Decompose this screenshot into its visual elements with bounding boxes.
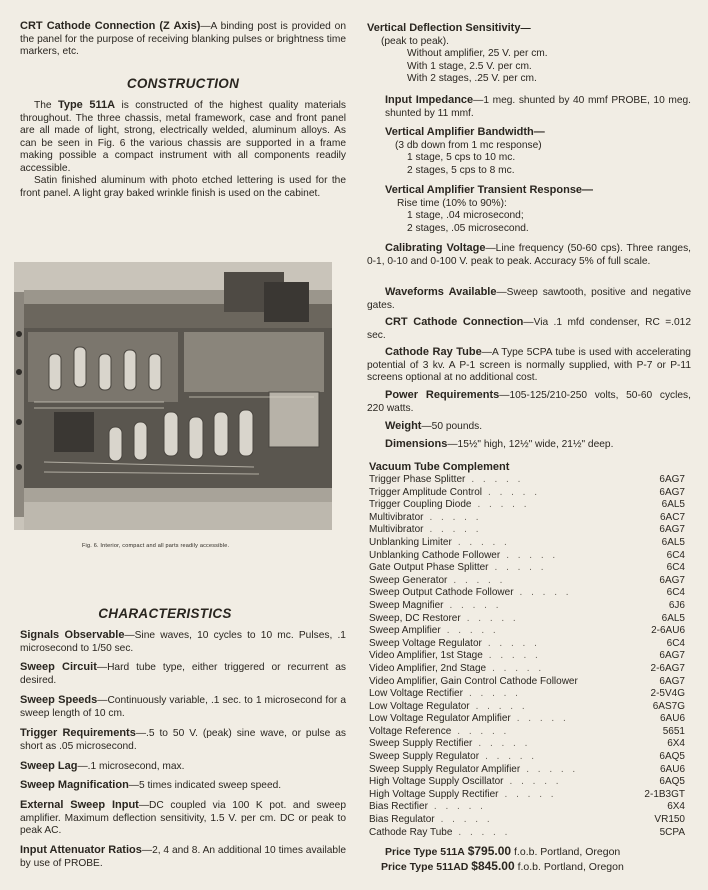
leader-dots: . . . . . xyxy=(471,474,524,485)
spec-weight: Weight—50 pounds. xyxy=(385,420,483,432)
tube-row xyxy=(369,738,685,751)
tube-function: Unblanking Limiter xyxy=(369,536,452,548)
leader-dots: . . . . . xyxy=(488,650,541,662)
tube-type: 6C4 xyxy=(666,637,685,649)
tube-type: 6AL5 xyxy=(661,612,685,624)
leader-dots: . . . . . xyxy=(526,763,579,775)
tube-function: Sweep Amplifier xyxy=(369,625,441,637)
tube-type: 6X4 xyxy=(667,738,685,750)
tube-function: Bias Rectifier xyxy=(369,801,428,813)
leader-dots: . . . . . xyxy=(509,776,562,788)
tube-function: Trigger Phase Splitter xyxy=(369,474,466,485)
tube-row xyxy=(369,726,685,739)
leader-dots: . . . . . xyxy=(453,574,506,586)
leader-dots: . . . . . xyxy=(477,499,530,511)
tube-function: Sweep Supply Regulator Amplifier xyxy=(369,763,521,775)
tube-function: Cathode Ray Tube xyxy=(369,826,453,838)
spec-input-impedance: Input Impedance—1 meg. shunted by 40 mmf PROBE, 10 meg. shunted by 11 mmf. xyxy=(385,94,691,119)
leader-dots: . . . . . xyxy=(485,751,538,763)
tube-row xyxy=(369,713,685,726)
tube-row xyxy=(369,688,685,701)
spec-transient-response: Vertical Amplifier Transient Response— Rise time (10% to 90%): 1 stage, .04 microsecond; 2 stages, .05 microsecond. xyxy=(385,184,594,234)
tube-type: 6AL5 xyxy=(661,536,685,548)
spec-crt-cathode-connection: CRT Cathode Connection—Via .1 mfd condenser, RC =.012 sec. xyxy=(367,316,691,341)
spec-cathode-ray-tube: Cathode Ray Tube—A Type 5CPA tube is used with accelerating potential of 3 kv. A P-1 screen is normally supplied, with P-7 or P-11 screens optional at no additional cost. xyxy=(367,346,691,384)
tube-function: High Voltage Supply Oscillator xyxy=(369,776,504,788)
tube-row xyxy=(369,801,685,814)
figure-caption: Fig. 6. Interior, compact and all parts readily accessible. xyxy=(82,543,230,549)
tube-row xyxy=(369,600,685,613)
tube-type: 6AG7 xyxy=(659,574,685,586)
spec-sweep-circuit: Sweep Circuit—Hard tube type, either triggered or recurrent as desired. xyxy=(20,661,346,686)
crt-z-axis-title: CRT Cathode Connection (Z Axis) xyxy=(20,20,201,32)
tube-row xyxy=(369,474,685,487)
tube-row xyxy=(369,587,685,600)
tube-type: 6C4 xyxy=(666,562,685,574)
spec-power-requirements: Power Requirements—105-125/210-250 volts, 50-60 cycles, 220 watts. xyxy=(367,389,691,414)
tube-function: Sweep Voltage Regulator xyxy=(369,637,482,649)
tube-function: Sweep Output Cathode Follower xyxy=(369,587,514,599)
tube-complement-table xyxy=(369,474,685,839)
leader-dots: . . . . . xyxy=(429,524,482,536)
leader-dots: . . . . . xyxy=(506,549,559,561)
leader-dots: . . . . . xyxy=(478,738,531,750)
leader-dots: . . . . . xyxy=(494,562,547,574)
tube-function: Sweep Supply Regulator xyxy=(369,751,480,763)
tube-type: 6AQ5 xyxy=(659,776,685,788)
tube-row xyxy=(369,827,685,840)
leader-dots: . . . . . xyxy=(446,625,499,637)
tube-type: 6J6 xyxy=(668,599,685,611)
price-511a: Price Type 511A $795.00 f.o.b. Portland, Oregon xyxy=(385,844,621,858)
tube-type: 2-6AG7 xyxy=(650,662,685,674)
crt-z-axis-paragraph xyxy=(20,20,346,59)
spec-input-attenuator: Input Attenuator Ratios—2, 4 and 8. An additional 10 times available by use of PROBE. xyxy=(20,844,346,869)
tube-row xyxy=(369,487,685,500)
tube-row xyxy=(369,537,685,550)
interior-photo xyxy=(14,262,332,530)
tube-row xyxy=(369,701,685,714)
leader-dots: . . . . . xyxy=(429,511,482,523)
spec-signals-observable: Signals Observable—Sine waves, 10 cycles to 10 mc. Pulses, .1 microsecond to 1/50 sec. xyxy=(20,629,346,654)
leader-dots: . . . . . xyxy=(488,486,541,498)
tube-function: Sweep, DC Restorer xyxy=(369,612,461,624)
tube-type: 6AL5 xyxy=(661,499,685,511)
tube-type: 6C4 xyxy=(666,549,685,561)
leader-dots: . . . . . xyxy=(475,700,528,712)
tube-row xyxy=(369,676,685,689)
price-block xyxy=(367,844,691,874)
tube-row xyxy=(369,776,685,789)
tube-row xyxy=(369,512,685,525)
tube-type: 6X4 xyxy=(667,801,685,813)
leader-dots: . . . . . xyxy=(519,587,572,599)
tube-type: 6AQ5 xyxy=(659,751,685,763)
construction-heading: CONSTRUCTION xyxy=(126,76,240,91)
tube-function: Bias Regulator xyxy=(369,814,435,826)
tube-row xyxy=(369,575,685,588)
tube-type: 2-6AU6 xyxy=(651,625,685,637)
tube-row xyxy=(369,613,685,626)
leader-dots: . . . . . xyxy=(440,814,493,826)
tube-type: 5651 xyxy=(662,725,685,737)
tube-type: 6C4 xyxy=(666,587,685,599)
tube-row xyxy=(369,814,685,827)
tube-type: 2-1B3GT xyxy=(644,788,685,800)
spec-dimensions: Dimensions—15½" high, 12½" wide, 21½" deep. xyxy=(385,438,614,450)
tube-function: Trigger Coupling Diode xyxy=(369,499,472,511)
leader-dots: . . . . . xyxy=(458,826,511,838)
tube-function: Sweep Generator xyxy=(369,574,448,586)
leader-dots: . . . . . xyxy=(449,599,502,611)
leader-dots: . . . . . xyxy=(468,688,521,700)
spec-vertical-deflection: Vertical Deflection Sensitivity— (peak to peak). Without amplifier, 25 V. per cm. With 1 stage, 2.5 V. per cm. With 2 stages, .25 V. per cm. xyxy=(367,22,548,85)
tube-type: 6AU6 xyxy=(659,713,685,725)
tube-type: 6AU6 xyxy=(659,763,685,775)
spec-vertical-bandwidth: Vertical Amplifier Bandwidth— (3 db down from 1 mc response) 1 stage, 5 cps to 10 mc. 2 stages, 5 cps to 8 mc. xyxy=(385,126,545,176)
tube-row xyxy=(369,751,685,764)
spec-sweep-lag: Sweep Lag—.1 microsecond, max. xyxy=(20,760,185,772)
tube-type: 6AG7 xyxy=(659,486,685,498)
tube-type: 6AG7 xyxy=(659,650,685,662)
leader-dots: . . . . . xyxy=(504,788,557,800)
construction-paragraph-2: Satin finished aluminum with photo etched lettering is used for the front panel. A light gray baked wrinkle finish is used on the cabinet. xyxy=(20,175,346,199)
leader-dots: . . . . . xyxy=(433,801,486,813)
tube-function: Multivibrator xyxy=(369,524,424,536)
tube-row xyxy=(369,524,685,537)
tube-function: Sweep Magnifier xyxy=(369,599,444,611)
tube-function: Unblanking Cathode Follower xyxy=(369,549,501,561)
tube-row xyxy=(369,550,685,563)
tube-type: 5CPA xyxy=(659,826,685,838)
tube-function: Voltage Reference xyxy=(369,725,452,737)
tube-function: Low Voltage Regulator Amplifier xyxy=(369,713,511,725)
leader-dots: . . . . . xyxy=(487,637,540,649)
tube-function: Trigger Amplitude Control xyxy=(369,486,483,498)
tube-function: Low Voltage Rectifier xyxy=(369,688,463,700)
spec-calibrating-voltage: Calibrating Voltage—Line frequency (50-60 cps). Three ranges, 0-1, 0-10 and 0-100 V. peak to peak. Accuracy 5% of full scale. xyxy=(367,242,691,267)
crt-z-axis-text: —A binding post is provided on the panel for the purpose of receiving blanking pulses or brightness time markers, etc. xyxy=(20,21,347,58)
spec-external-sweep-input: External Sweep Input—DC coupled via 100 K pot. and sweep amplifier. Maximum deflection sensitivity, 1.5 V. per cm. DC or peak to peak AC. xyxy=(20,799,346,837)
tube-function: Multivibrator xyxy=(369,511,424,523)
tube-row xyxy=(369,789,685,802)
tube-type: VR150 xyxy=(654,814,685,826)
spec-sweep-speeds: Sweep Speeds—Continuously variable, .1 sec. to 1 microsecond for a sweep length of 10 cm. xyxy=(20,694,346,719)
model-name: Type 511A xyxy=(57,99,116,111)
tube-complement-heading: Vacuum Tube Complement xyxy=(369,461,510,473)
tube-function: High Voltage Supply Rectifier xyxy=(369,788,499,800)
tube-type: 6AS7G xyxy=(652,700,685,712)
tube-type: 6AG7 xyxy=(659,524,685,536)
tube-row xyxy=(369,562,685,575)
tube-function: Video Amplifier, Gain Control Cathode Follower xyxy=(369,675,578,687)
tube-type: 2-5V4G xyxy=(650,688,685,700)
tube-function: Video Amplifier, 1st Stage xyxy=(369,650,483,662)
tube-row xyxy=(369,650,685,663)
price-511ad: Price Type 511AD $845.00 f.o.b. Portland, Oregon xyxy=(381,858,624,873)
leader-dots: . . . . . xyxy=(466,612,519,624)
tube-row xyxy=(369,764,685,777)
leader-dots: . . . . . xyxy=(457,536,510,548)
tube-function: Gate Output Phase Splitter xyxy=(369,562,489,574)
tube-row xyxy=(369,663,685,676)
tube-function: Low Voltage Regulator xyxy=(369,700,470,712)
spec-sweep-magnification: Sweep Magnification—5 times indicated sweep speed. xyxy=(20,779,282,791)
spec-waveforms: Waveforms Available—Sweep sawtooth, positive and negative gates. xyxy=(367,286,691,311)
characteristics-heading: CHARACTERISTICS xyxy=(98,606,232,621)
tube-row xyxy=(369,625,685,638)
leader-dots: . . . . . xyxy=(457,725,510,737)
leader-dots: . . . . . xyxy=(492,662,545,674)
tube-type: 6AG7 xyxy=(659,675,685,687)
tube-row xyxy=(369,499,685,512)
tube-function: Sweep Supply Rectifier xyxy=(369,738,473,750)
tube-function: Video Amplifier, 2nd Stage xyxy=(369,662,487,674)
spec-trigger-requirements: Trigger Requirements—.5 to 50 V. (peak) sine wave, or pulse as short as .05 microsecond. xyxy=(20,727,346,752)
leader-dots: . . . . . xyxy=(516,713,569,725)
tube-row xyxy=(369,638,685,651)
tube-type: 6AC7 xyxy=(659,511,685,523)
construction-paragraph-1: The Type 511A is constructed of the highest quality materials throughout. The three chassis, metal framework, case and front panel are all made of light, strong, electrically welded, aluminum alloys. As can be seen in Fig. 6 the various chassis are supported in a frame making possible a compact instrument with all components readily accessible. xyxy=(20,99,347,174)
tube-type: 6AG7 xyxy=(659,474,685,485)
